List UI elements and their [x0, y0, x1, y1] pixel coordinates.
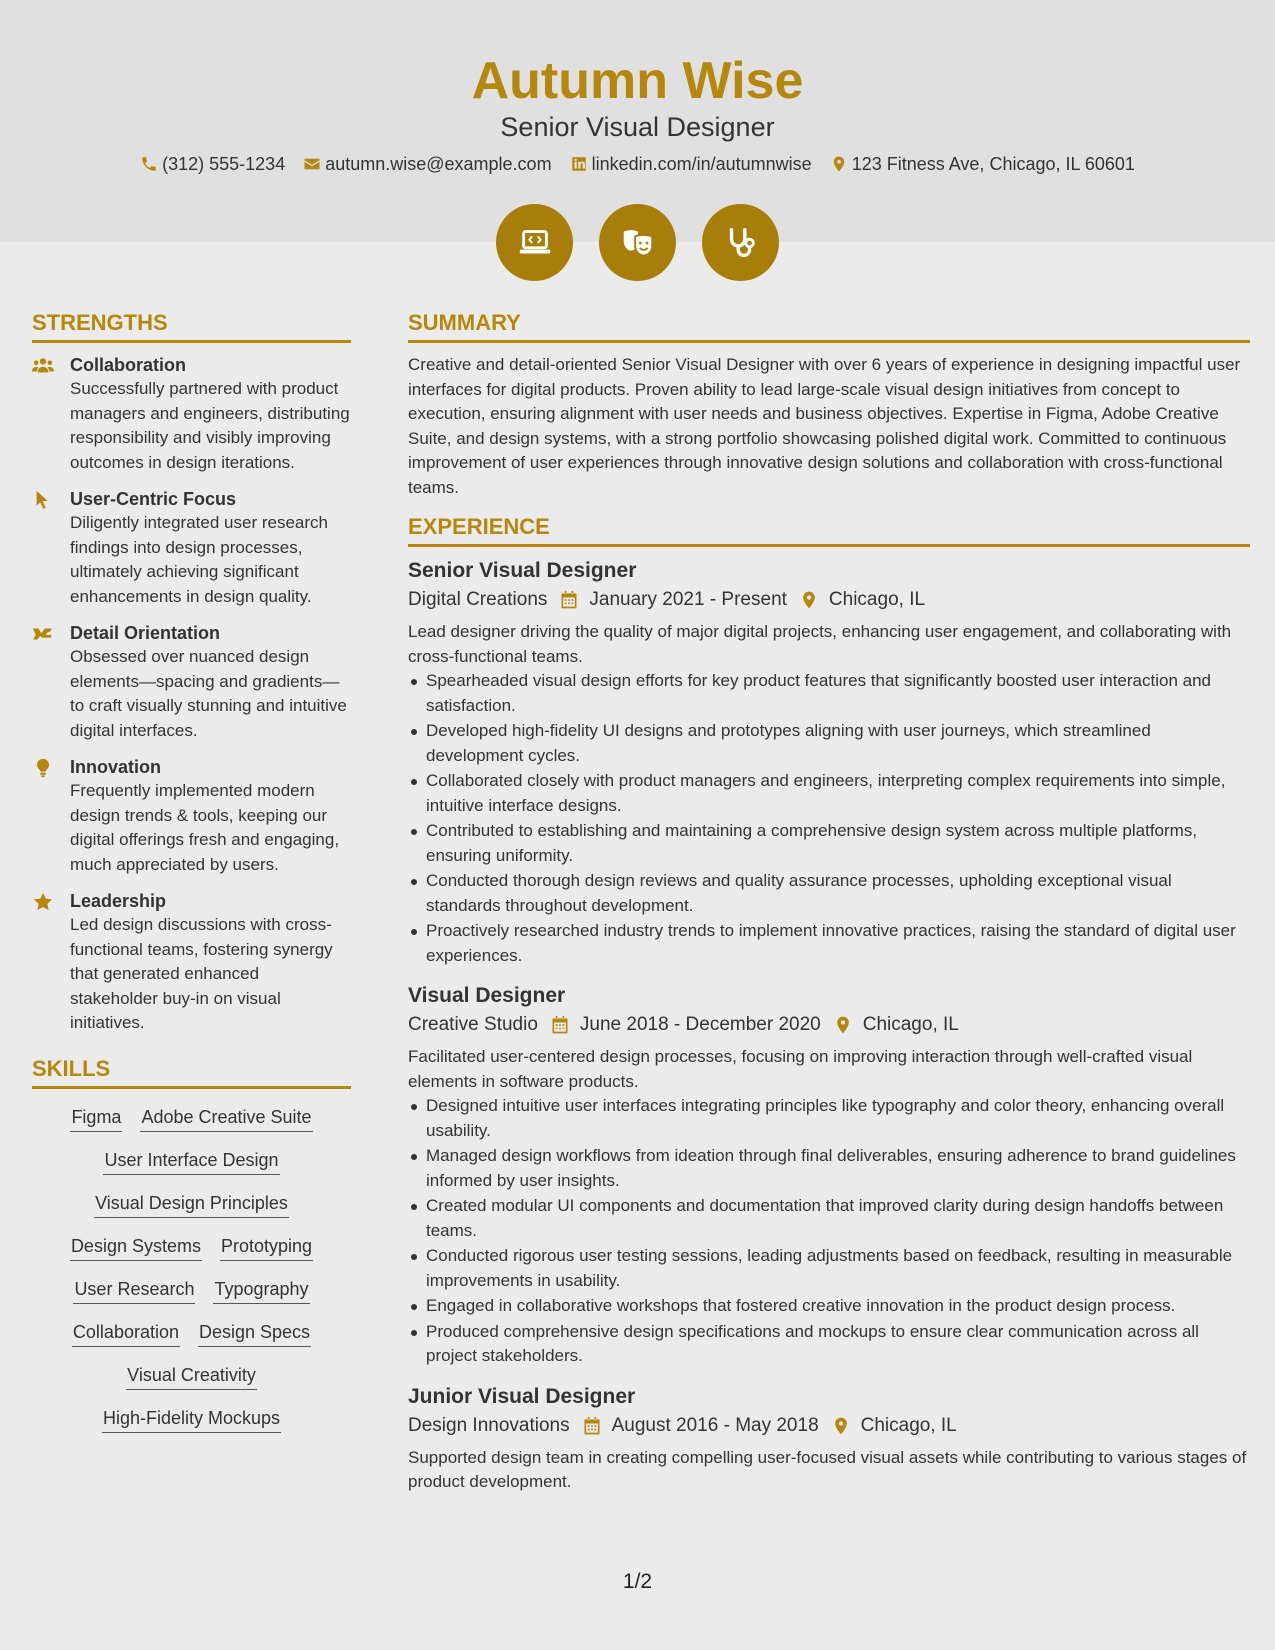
contact-bar [0, 152, 1275, 176]
list-item: Designed intuitive user interfaces integrating principles like typography and color theory, enhancing overall usability. [408, 1094, 1250, 1143]
candidate-title: Senior Visual Designer [500, 112, 775, 142]
linkedin-text: linkedin.com/in/autumnwise [591, 154, 812, 174]
skill-tag: Typography [213, 1277, 309, 1304]
theater-masks-icon [619, 224, 657, 262]
skill-tag: User Interface Design [103, 1148, 279, 1175]
list-item: Produced comprehensive design specifications and mockups to ensure clear communication across all project stakeholders. [408, 1320, 1250, 1369]
ruler-icon [32, 624, 54, 644]
badge-theater-masks [599, 204, 676, 281]
job-title: Visual Designer [408, 984, 566, 1007]
contact-phone[interactable] [140, 152, 285, 176]
job-meta [408, 1411, 1250, 1441]
linkedin-icon [570, 155, 588, 173]
candidate-name: Autumn Wise [471, 52, 804, 110]
job-desc: Supported design team in creating compelling user-focused visual assets while contributing to various stages of product development. [408, 1447, 1247, 1491]
users-icon [32, 356, 54, 376]
strength-desc: Frequently implemented modern design trends & tools, keeping our digital offerings fresh and engaging, much appreciated by users. [70, 781, 340, 874]
contact-linkedin[interactable] [570, 152, 812, 176]
map-marker-icon [831, 1416, 851, 1436]
list-item: Spearheaded visual design efforts for key product features that significantly boosted user interaction and satisfaction. [408, 669, 1250, 718]
map-marker-icon [830, 155, 848, 173]
calendar-icon [582, 1416, 602, 1436]
list-item: Contributed to establishing and maintaining a comprehensive design system across multiple platforms, ensuring uniformity. [408, 819, 1250, 868]
badge-laptop-code [496, 204, 573, 281]
list-item: Engaged in collaborative workshops that fostered creative innovation in the product design process. [408, 1294, 1250, 1319]
job-desc: Facilitated user-centered design processes, focusing on improving interaction through well-crafted visual elements in software products. [408, 1047, 1193, 1091]
job-title: Senior Visual Designer [408, 559, 637, 582]
job-dates: January 2021 - Present [589, 589, 787, 610]
list-item: Conducted rigorous user testing sessions, leading adjustments based on feedback, resulting in measurable improvements in usability. [408, 1244, 1250, 1293]
page-number: 1/2 [622, 1570, 653, 1593]
list-item: Collaborated closely with product managers and engineers, interpreting complex requirements into simple, intuitive interface designs. [408, 769, 1250, 818]
envelope-icon [303, 155, 321, 173]
strength-title: Leadership [70, 891, 167, 911]
laptop-code-icon [516, 224, 554, 262]
contact-email[interactable] [303, 152, 551, 176]
summary-text: Creative and detail-oriented Senior Visual Designer with over 6 years of experience in designing impactful user interfaces for digital products. Proven ability to lead large-scale visual design initiatives from concept to execution, ensuring alignment with user needs and business objectives. Expertise in Figma, Adobe Creative Suite, and design systems, with a strong portfolio showcasing polished digital work. Committed to continuous improvement of user experiences through innovative design solutions and collaboration with cross-functional teams. [408, 355, 1241, 497]
map-marker-icon [799, 590, 819, 610]
skill-tag: Design Specs [198, 1320, 311, 1347]
job-bullets [408, 1094, 1250, 1369]
strength-desc: Led design discussions with cross-functional teams, fostering synergy that generated enhanced stakeholder buy-in on visual initiatives. [70, 915, 333, 1032]
list-item: Created modular UI components and documentation that improved clarity during design handoffs between teams. [408, 1194, 1250, 1243]
strength-item [32, 487, 351, 609]
left-column [32, 308, 351, 1449]
job-meta [408, 585, 1250, 615]
job-company: Creative Studio [408, 1014, 538, 1035]
job-location: Chicago, IL [828, 589, 926, 610]
star-icon [32, 892, 54, 912]
job-company: Digital Creations [408, 589, 548, 610]
job-desc: Lead designer driving the quality of major digital projects, enhancing user engagement, and collaborating with cross-functional teams. [408, 622, 1232, 666]
skills-list [32, 1099, 351, 1433]
summary-heading: SUMMARY [408, 308, 1250, 343]
job-company: Design Innovations [408, 1414, 570, 1436]
list-item: Developed high-fidelity UI designs and prototypes aligning with user journeys, which streamlined development cycles. [408, 719, 1250, 768]
badge-stethoscope [702, 204, 779, 281]
strength-item [32, 621, 351, 743]
job-dates: August 2016 - May 2018 [611, 1414, 819, 1436]
strength-title: User-Centric Focus [70, 489, 237, 509]
job-location: Chicago, IL [860, 1414, 957, 1436]
list-item: Conducted thorough design reviews and quality assurance processes, upholding exceptional visual standards throughout development. [408, 869, 1250, 918]
skill-tag: Prototyping [220, 1234, 313, 1261]
skill-tag: Collaboration [72, 1320, 180, 1347]
list-item: Proactively researched industry trends to implement innovative practices, raising the standard of digital user experiences. [408, 919, 1250, 968]
map-marker-icon [833, 1015, 853, 1035]
calendar-icon [550, 1015, 570, 1035]
lightbulb-icon [32, 758, 54, 778]
contact-address [830, 152, 1135, 176]
experience-heading: EXPERIENCE [408, 512, 1250, 547]
strength-title: Innovation [70, 757, 161, 777]
right-column [408, 308, 1250, 1509]
strengths-heading: STRENGTHS [32, 308, 351, 343]
strength-desc: Obsessed over nuanced design elements—spacing and gradients—to craft visually stunning and intuitive digital interfaces. [70, 647, 347, 740]
strength-desc: Diligently integrated user research findings into design processes, ultimately achieving significant enhancements in design quality. [70, 513, 328, 606]
skill-tag: Visual Creativity [126, 1363, 257, 1390]
strength-item [32, 755, 351, 877]
skills-heading: SKILLS [32, 1054, 351, 1089]
stethoscope-icon [722, 224, 760, 262]
strength-title: Detail Orientation [70, 623, 221, 643]
job-entry [408, 982, 1250, 1369]
job-title: Junior Visual Designer [408, 1384, 636, 1408]
strength-desc: Successfully partnered with product managers and engineers, distributing responsibility and visibly improving outcomes in design iterations. [70, 379, 350, 472]
skill-tag: Figma [70, 1105, 122, 1132]
phone-text: (312) 555-1234 [162, 154, 286, 174]
address-text: 123 Fitness Ave, Chicago, IL 60601 [851, 154, 1135, 174]
interest-badges [0, 204, 1275, 281]
strength-item [32, 353, 351, 475]
skill-tag: Design Systems [70, 1234, 202, 1261]
skill-tag: User Research [73, 1277, 195, 1304]
phone-icon [140, 155, 158, 173]
job-entry [408, 557, 1250, 968]
job-location: Chicago, IL [862, 1014, 959, 1035]
job-entry [408, 1383, 1250, 1495]
skill-tag: Visual Design Principles [94, 1191, 289, 1218]
job-dates: June 2018 - December 2020 [579, 1014, 821, 1035]
strength-title: Collaboration [70, 355, 186, 375]
calendar-icon [559, 590, 579, 610]
list-item: Managed design workflows from ideation through final deliverables, ensuring adherence to brand guidelines informed by user insights. [408, 1144, 1250, 1193]
job-meta [408, 1010, 1250, 1040]
skill-tag: Adobe Creative Suite [140, 1105, 312, 1132]
skill-tag: High-Fidelity Mockups [102, 1406, 281, 1433]
pointer-icon [32, 490, 54, 510]
email-text: autumn.wise@example.com [325, 154, 552, 174]
job-bullets [408, 669, 1250, 968]
strength-item [32, 889, 351, 1036]
